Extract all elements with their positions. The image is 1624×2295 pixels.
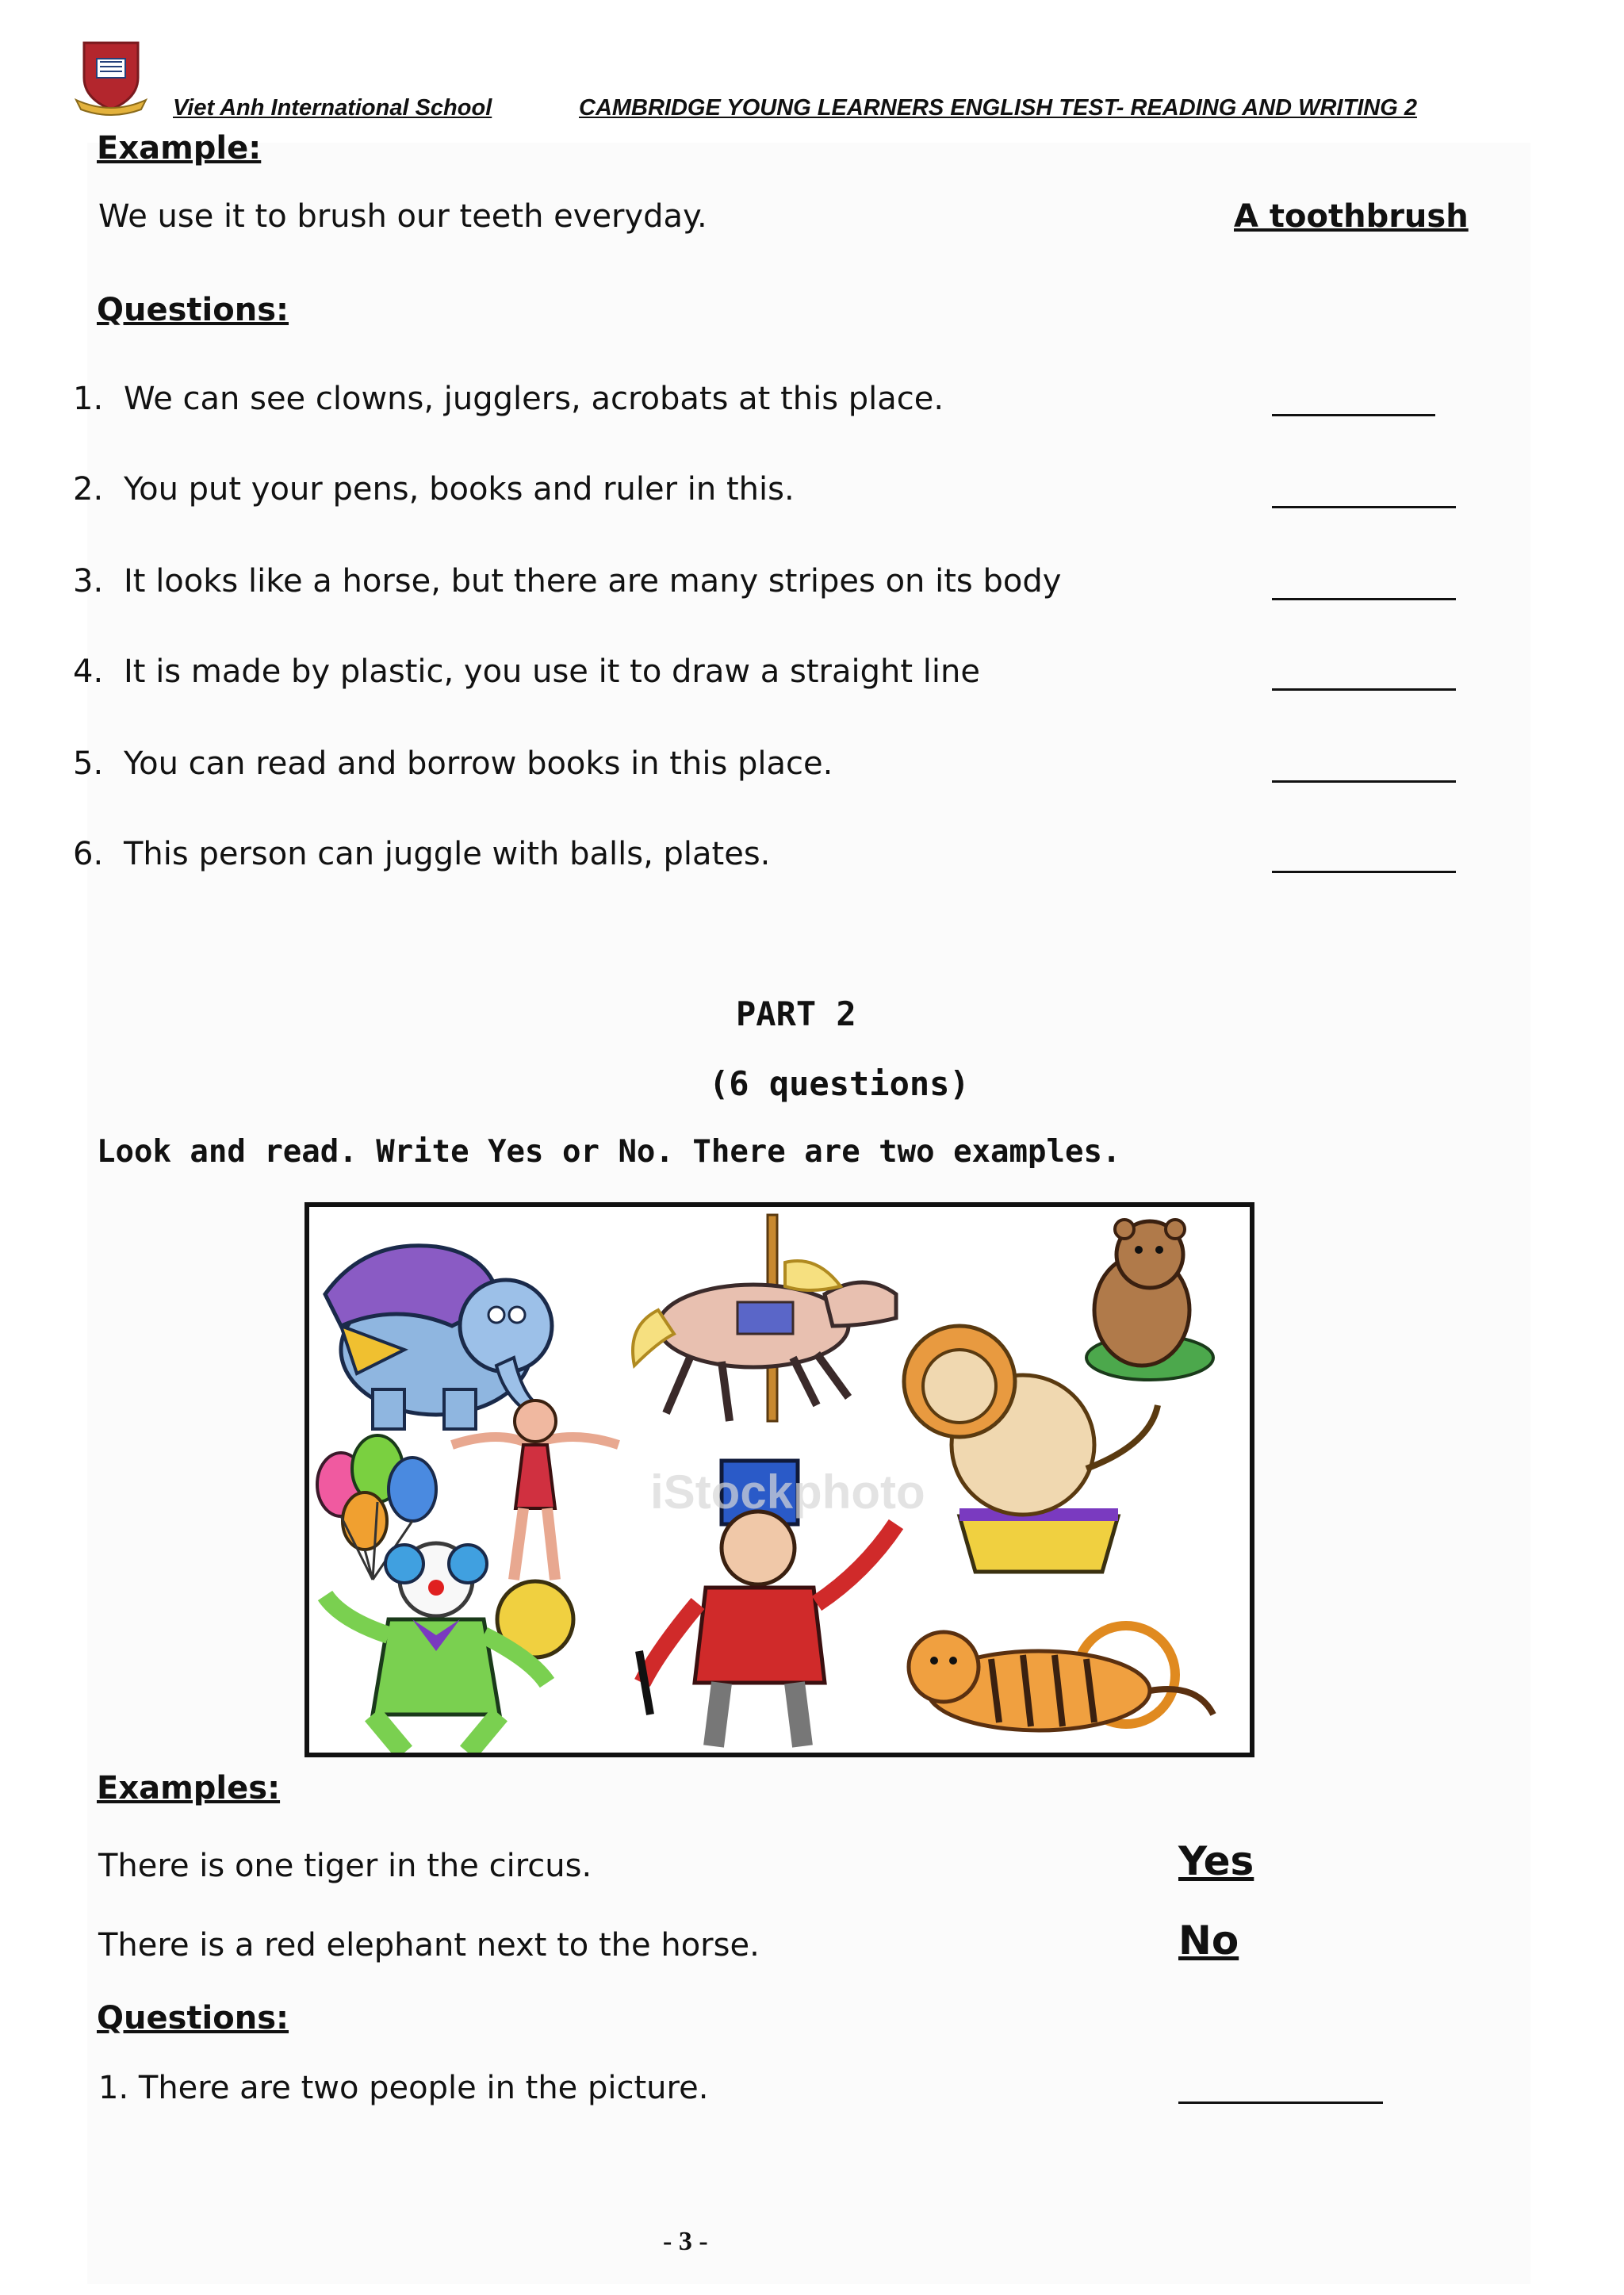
school-crest-icon [73, 36, 149, 116]
question-text: You put your pens, books and ruler in this. [124, 471, 795, 508]
carousel-horse-icon [633, 1215, 896, 1421]
question-number: 4. [73, 653, 104, 690]
question-text: 1. There are two people in the picture. [98, 2070, 709, 2106]
questions-heading-label: Questions: [97, 292, 289, 328]
answer-blank[interactable] [1272, 598, 1456, 600]
part-title: PART 2 [736, 994, 856, 1033]
question-number: 1. [73, 381, 104, 417]
question-number: 3. [73, 563, 104, 600]
bear-icon [1086, 1220, 1213, 1380]
example-answer: No [1178, 1918, 1239, 1964]
example-answer: Yes [1178, 1838, 1254, 1884]
examples-heading [97, 1770, 280, 1806]
questions-heading [97, 292, 289, 328]
question-text: We can see clowns, jugglers, acrobats at this place. [124, 381, 944, 417]
example-answer: A toothbrush [1234, 198, 1469, 235]
questions-heading: Questions: [97, 2000, 289, 2036]
answer-blank[interactable] [1272, 780, 1456, 783]
question-number: 2. [73, 471, 104, 508]
example-text: We use it to brush our teeth everyday. [98, 198, 707, 235]
example-text: There is a red elephant next to the horse. [98, 1927, 760, 1964]
examples-heading-label: Examples: [97, 1770, 281, 1806]
answer-blank[interactable] [1272, 688, 1456, 691]
school-name: Viet Anh International School [173, 95, 492, 121]
example-heading: Example: [97, 130, 262, 167]
tiger-icon [909, 1626, 1213, 1730]
answer-blank[interactable] [1272, 506, 1456, 508]
question-text: It looks like a horse, but there are many stripes on its body [124, 563, 1062, 600]
question-number: 6. [73, 836, 104, 872]
circus-illustration [309, 1207, 1250, 1753]
question-text: This person can juggle with balls, plates. [124, 836, 771, 872]
question-text: It is made by plastic, you use it to draw a straight line [124, 653, 980, 690]
watermark-text: iStockphoto [650, 1466, 925, 1519]
instruction: Look and read. Write Yes or No. There are two examples. [97, 1134, 1121, 1170]
part-subtitle: (6 questions) [709, 1064, 970, 1103]
question-number: 5. [73, 745, 104, 782]
circus-picture [304, 1202, 1254, 1757]
example-text: There is one tiger in the circus. [98, 1848, 592, 1884]
page-number: - 3 - [663, 2227, 708, 2256]
answer-blank[interactable] [1178, 2102, 1383, 2104]
answer-blank[interactable] [1272, 414, 1435, 416]
question-text: You can read and borrow books in this place. [124, 745, 833, 782]
answer-blank[interactable] [1272, 871, 1456, 873]
elephant-icon [325, 1246, 552, 1429]
test-title: CAMBRIDGE YOUNG LEARNERS ENGLISH TEST- READING AND WRITING 2 [579, 95, 1417, 121]
